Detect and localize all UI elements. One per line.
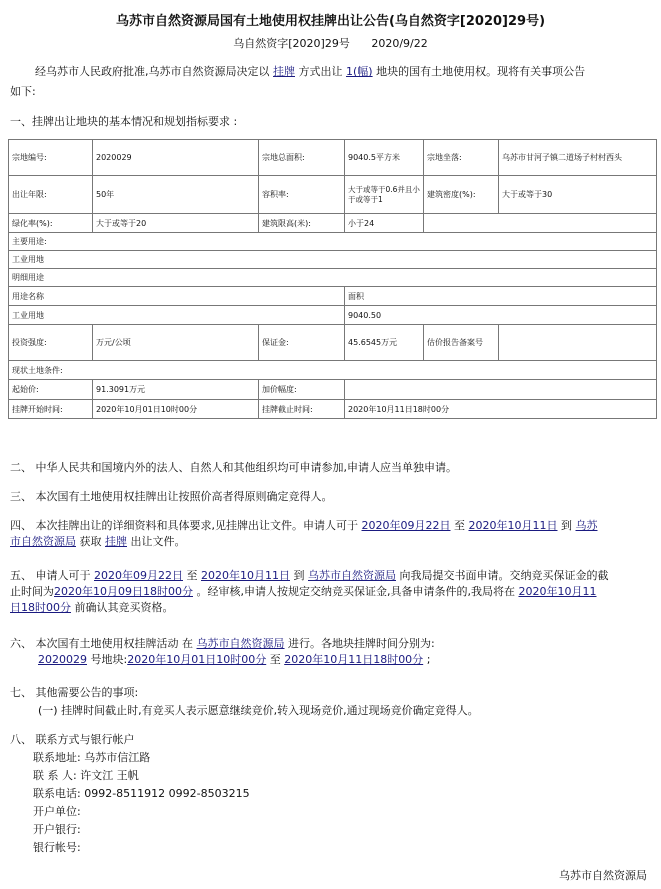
bank-unit: 开户单位: — [33, 805, 81, 818]
table-row — [9, 325, 657, 361]
table-cell: 9040.50 — [345, 306, 657, 325]
s4-text-a: 四、 本次挂牌出让的详细资料和具体要求,见挂牌出让文件。申请人可于 — [10, 519, 358, 532]
table-row — [9, 287, 657, 306]
bank-name: 开户银行: — [33, 823, 81, 836]
s4-date-end: 2020年10月11日 — [468, 519, 558, 532]
table-cell: 万元/公顷 — [93, 325, 259, 361]
intro-paragraph — [35, 64, 585, 79]
s4-date-start: 2020年09月22日 — [361, 519, 451, 532]
intro-continuation: 如下: — [10, 85, 36, 98]
table-row — [9, 306, 657, 325]
s5-org: 乌苏市自然资源局 — [308, 569, 396, 582]
table-cell: 宗地总面积: — [259, 140, 345, 176]
s4-method: 挂牌 — [105, 535, 127, 548]
section-1-heading: 一、挂牌出让地块的基本情况和规划指标要求 : — [10, 115, 238, 128]
section-6 — [10, 636, 650, 668]
contact-person: 联 系 人: 许文江 王帆 — [33, 769, 139, 782]
s5-text-f: 止时间为 — [10, 585, 54, 598]
s5-date-start: 2020年09月22日 — [94, 569, 183, 582]
table-cell: 宗地编号: — [9, 140, 93, 176]
table-cell — [424, 214, 657, 233]
table-cell: 明细用途 — [9, 269, 657, 287]
table-cell: 估价报告备案号 — [424, 325, 499, 361]
table-cell: 建筑密度(%): — [424, 176, 499, 214]
publish-date: 2020/9/22 — [371, 37, 428, 50]
table-cell: 大于或等于30 — [499, 176, 657, 214]
intro-method: 挂牌 — [273, 65, 295, 78]
bank-account: 银行帐号: — [33, 841, 81, 854]
table-cell: 宗地坐落: — [424, 140, 499, 176]
document-meta — [0, 35, 661, 51]
table-row — [9, 380, 657, 400]
table-row — [9, 176, 657, 214]
table-row — [9, 400, 657, 419]
s4-org-part2: 市自然资源局 — [10, 535, 76, 548]
table-cell: 乌苏市甘河子镇二道场子村村西头 — [499, 140, 657, 176]
table-row — [9, 214, 657, 233]
table-cell: 挂牌截止时间: — [259, 400, 345, 419]
table-cell: 2020年10月11日18时00分 — [345, 400, 657, 419]
s6-end-time: 2020年10月11日18时00分 — [284, 653, 424, 666]
issuer-signature: 乌苏市自然资源局 — [559, 869, 647, 882]
s6-org: 乌苏市自然资源局 — [196, 637, 285, 650]
intro-text-2: 方式出让 — [298, 65, 343, 78]
table-cell: 保证金: — [259, 325, 345, 361]
table-cell: 建筑限高(米): — [259, 214, 345, 233]
table-cell: 工业用地 — [9, 251, 657, 269]
s6-text-c: 号地块: — [90, 653, 128, 666]
s6-text-d: 至 — [269, 653, 281, 666]
table-cell: 起始价: — [9, 380, 93, 400]
table-cell: 大于或等于0.6并且小于或等于1 — [345, 176, 424, 214]
table-cell: 容积率: — [259, 176, 345, 214]
s5-text-b: 至 — [186, 569, 198, 582]
s4-org-part1: 乌苏 — [575, 519, 598, 532]
table-cell: 2020029 — [93, 140, 259, 176]
intro-text-3: 地块的国有土地使用权。现将有关事项公告 — [376, 65, 586, 78]
s6-start-time: 2020年10月01日10时00分 — [127, 653, 267, 666]
s5-text-c: 到 — [293, 569, 305, 582]
section-5 — [10, 568, 650, 616]
table-cell: 出让年限: — [9, 176, 93, 214]
s6-text-e: ; — [426, 653, 431, 666]
s4-text-c: 到 — [561, 519, 572, 532]
section-4 — [10, 518, 650, 550]
table-cell: 2020年10月01日10时00分 — [93, 400, 259, 419]
table-cell: 工业用地 — [9, 306, 345, 325]
section-7-heading: 七、 其他需要公告的事项: — [10, 686, 139, 699]
intro-text-1: 经乌苏市人民政府批准,乌苏市自然资源局决定以 — [35, 65, 270, 78]
s5-date-end: 2020年10月11日 — [201, 569, 290, 582]
s5-confirm-date-part1: 2020年10月11 — [518, 585, 597, 598]
s5-text-h: 前确认其竞买资格。 — [74, 601, 174, 614]
document-number: 乌自然资字[2020]29号 — [233, 37, 350, 50]
table-cell: 主要用途: — [9, 233, 657, 251]
table-row — [9, 233, 657, 251]
table-cell: 9040.5平方米 — [345, 140, 424, 176]
table-cell: 面积 — [345, 287, 657, 306]
table-row — [9, 251, 657, 269]
table-row — [9, 140, 657, 176]
section-8-heading: 八、 联系方式与银行帐户 — [10, 733, 135, 746]
intro-count: 1(幅) — [346, 65, 373, 78]
s4-text-f: 出让文件。 — [130, 535, 186, 548]
table-cell: 挂牌开始时间: — [9, 400, 93, 419]
s5-deposit-deadline: 2020年10月09日18时00分 — [54, 585, 193, 598]
table-cell: 用途名称 — [9, 287, 345, 306]
s4-text-e: 获取 — [79, 535, 102, 548]
table-cell: 小于24 — [345, 214, 424, 233]
s5-text-e: 向我局提交书面申请。交纳竞买保证金的截 — [399, 569, 609, 582]
s5-confirm-date-part2: 日18时00分 — [10, 601, 71, 614]
s6-text-a: 六、 本次国有土地使用权挂牌活动 在 — [10, 637, 193, 650]
section-2: 二、 中华人民共和国境内外的法人、自然人和其他组织均可申请参加,申请人应当单独申请。 — [10, 461, 457, 474]
section-7-item: (一) 挂牌时间截止时,有竞买人表示愿意继续竞价,转入现场竞价,通过现场竞价确定竞得人。 — [38, 704, 479, 717]
section-3: 三、 本次国有土地使用权挂牌出让按照价高者得原则确定竞得人。 — [10, 490, 333, 503]
s6-text-b: 进行。各地块挂牌时间分别为: — [288, 637, 435, 650]
table-cell — [499, 325, 657, 361]
parcel-info-table — [8, 139, 657, 419]
table-row — [9, 361, 657, 380]
table-cell: 50年 — [93, 176, 259, 214]
table-cell: 45.6545万元 — [345, 325, 424, 361]
s5-text-a: 五、 申请人可于 — [10, 569, 91, 582]
contact-phone: 联系电话: 0992-8511912 0992-8503215 — [33, 787, 250, 800]
table-cell: 绿化率(%): — [9, 214, 93, 233]
s4-text-b: 至 — [454, 519, 465, 532]
table-cell: 投资强度: — [9, 325, 93, 361]
announcement-title: 乌苏市自然资源局国有土地使用权挂牌出让公告(乌自然资字[2020]29号) — [115, 14, 546, 29]
s6-parcel-number: 2020029 — [38, 653, 87, 666]
table-cell — [345, 380, 657, 400]
table-cell: 加价幅度: — [259, 380, 345, 400]
contact-address: 联系地址: 乌苏市信江路 — [33, 751, 151, 764]
s5-text-g: 。经审核,申请人按规定交纳竞买保证金,具备申请条件的,我局将在 — [196, 585, 515, 598]
table-row — [9, 269, 657, 287]
table-cell: 91.3091万元 — [93, 380, 259, 400]
table-cell: 大于或等于20 — [93, 214, 259, 233]
table-cell: 现状土地条件: — [9, 361, 657, 380]
